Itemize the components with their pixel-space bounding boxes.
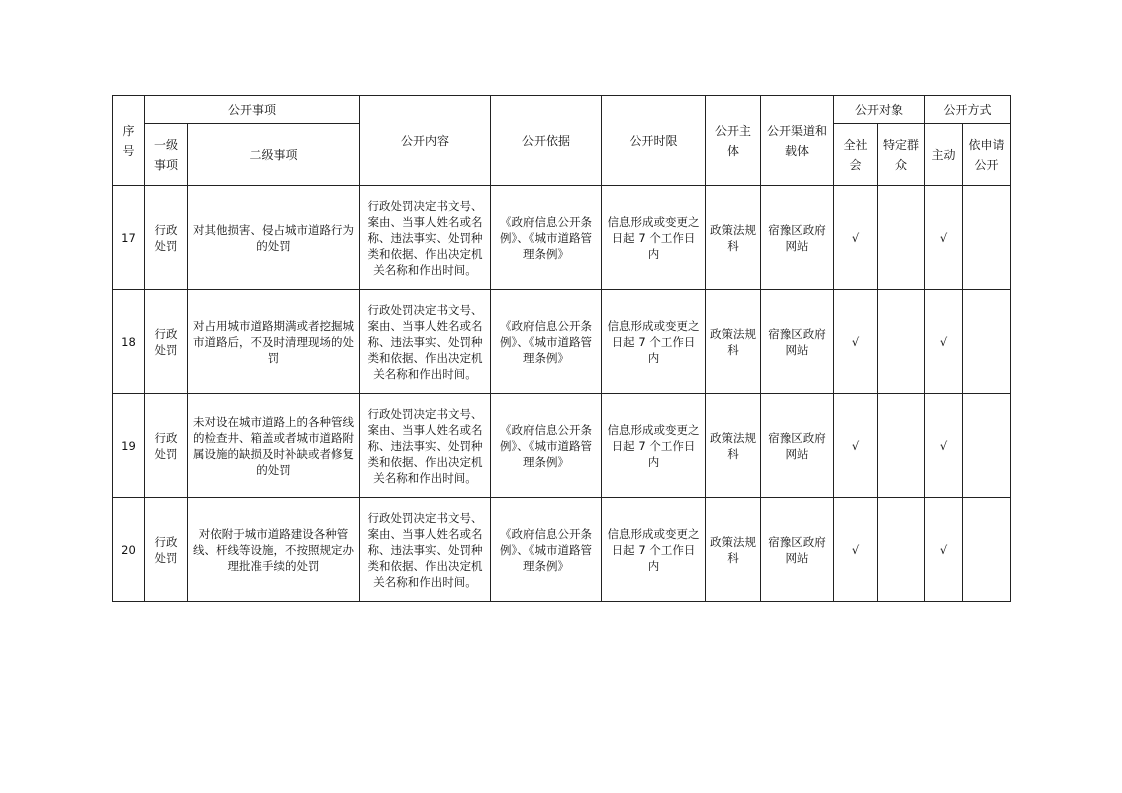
header-method-group: 公开方式	[925, 96, 1011, 124]
header-subject: 公开主体	[706, 96, 761, 186]
header-target-all: 全社会	[834, 124, 878, 186]
row-subject: 政策法规科	[706, 186, 761, 290]
row-time-limit: 信息形成或变更之日起 7 个工作日内	[602, 394, 706, 498]
header-method-active: 主动	[925, 124, 963, 186]
table-row	[113, 290, 1011, 394]
row-channel: 宿豫区政府网站	[761, 290, 834, 394]
header-method-apply: 依申请公开	[963, 124, 1011, 186]
row-basis: 《政府信息公开条例》、《城市道路管理条例》	[491, 498, 602, 602]
row-channel: 宿豫区政府网站	[761, 186, 834, 290]
row-target-specific	[878, 498, 925, 602]
header-channel: 公开渠道和载体	[761, 96, 834, 186]
row-method-apply	[963, 186, 1011, 290]
row-subject: 政策法规科	[706, 394, 761, 498]
row-method-apply	[963, 498, 1011, 602]
row-content: 行政处罚决定书文号、案由、当事人姓名或名称、违法事实、处罚种类和依据、作出决定机关名称和作出时间。	[360, 394, 491, 498]
header-seq: 序号	[113, 96, 145, 186]
disclosure-table	[112, 95, 1011, 602]
header-level1: 一级事项	[145, 124, 188, 186]
row-seq: 17	[113, 186, 145, 290]
row-seq: 18	[113, 290, 145, 394]
header-item-group: 公开事项	[145, 96, 360, 124]
row-basis: 《政府信息公开条例》、《城市道路管理条例》	[491, 290, 602, 394]
row-time-limit: 信息形成或变更之日起 7 个工作日内	[602, 186, 706, 290]
row-level1: 行政处罚	[145, 394, 188, 498]
row-method-active: √	[925, 498, 963, 602]
header-target-group: 公开对象	[834, 96, 925, 124]
row-basis: 《政府信息公开条例》、《城市道路管理条例》	[491, 394, 602, 498]
row-seq: 20	[113, 498, 145, 602]
header-target-specific: 特定群众	[878, 124, 925, 186]
row-method-apply	[963, 290, 1011, 394]
header-basis: 公开依据	[491, 96, 602, 186]
row-level1: 行政处罚	[145, 498, 188, 602]
header-row-1	[113, 96, 1011, 124]
row-target-specific	[878, 186, 925, 290]
row-level2: 未对设在城市道路上的各种管线的检查井、箱盖或者城市道路附属设施的缺损及时补缺或者修复的处罚	[188, 394, 360, 498]
row-content: 行政处罚决定书文号、案由、当事人姓名或名称、违法事实、处罚种类和依据、作出决定机关名称和作出时间。	[360, 186, 491, 290]
row-level1: 行政处罚	[145, 186, 188, 290]
row-time-limit: 信息形成或变更之日起 7 个工作日内	[602, 498, 706, 602]
row-subject: 政策法规科	[706, 290, 761, 394]
row-level1: 行政处罚	[145, 290, 188, 394]
row-basis: 《政府信息公开条例》、《城市道路管理条例》	[491, 186, 602, 290]
row-target-all: √	[834, 290, 878, 394]
row-method-active: √	[925, 394, 963, 498]
row-target-all: √	[834, 186, 878, 290]
row-level2: 对其他损害、侵占城市道路行为的处罚	[188, 186, 360, 290]
header-time-limit: 公开时限	[602, 96, 706, 186]
row-level2: 对占用城市道路期满或者挖掘城市道路后，不及时清理现场的处罚	[188, 290, 360, 394]
table-row	[113, 186, 1011, 290]
header-content: 公开内容	[360, 96, 491, 186]
row-method-active: √	[925, 290, 963, 394]
row-method-apply	[963, 394, 1011, 498]
row-seq: 19	[113, 394, 145, 498]
row-target-specific	[878, 290, 925, 394]
table-row	[113, 498, 1011, 602]
row-channel: 宿豫区政府网站	[761, 394, 834, 498]
header-level2: 二级事项	[188, 124, 360, 186]
row-subject: 政策法规科	[706, 498, 761, 602]
row-level2: 对依附于城市道路建设各种管线、杆线等设施，不按照规定办理批准手续的处罚	[188, 498, 360, 602]
row-content: 行政处罚决定书文号、案由、当事人姓名或名称、违法事实、处罚种类和依据、作出决定机关名称和作出时间。	[360, 290, 491, 394]
row-channel: 宿豫区政府网站	[761, 498, 834, 602]
row-target-all: √	[834, 394, 878, 498]
row-target-specific	[878, 394, 925, 498]
row-time-limit: 信息形成或变更之日起 7 个工作日内	[602, 290, 706, 394]
row-content: 行政处罚决定书文号、案由、当事人姓名或名称、违法事实、处罚种类和依据、作出决定机关名称和作出时间。	[360, 498, 491, 602]
row-target-all: √	[834, 498, 878, 602]
table-row	[113, 394, 1011, 498]
row-method-active: √	[925, 186, 963, 290]
